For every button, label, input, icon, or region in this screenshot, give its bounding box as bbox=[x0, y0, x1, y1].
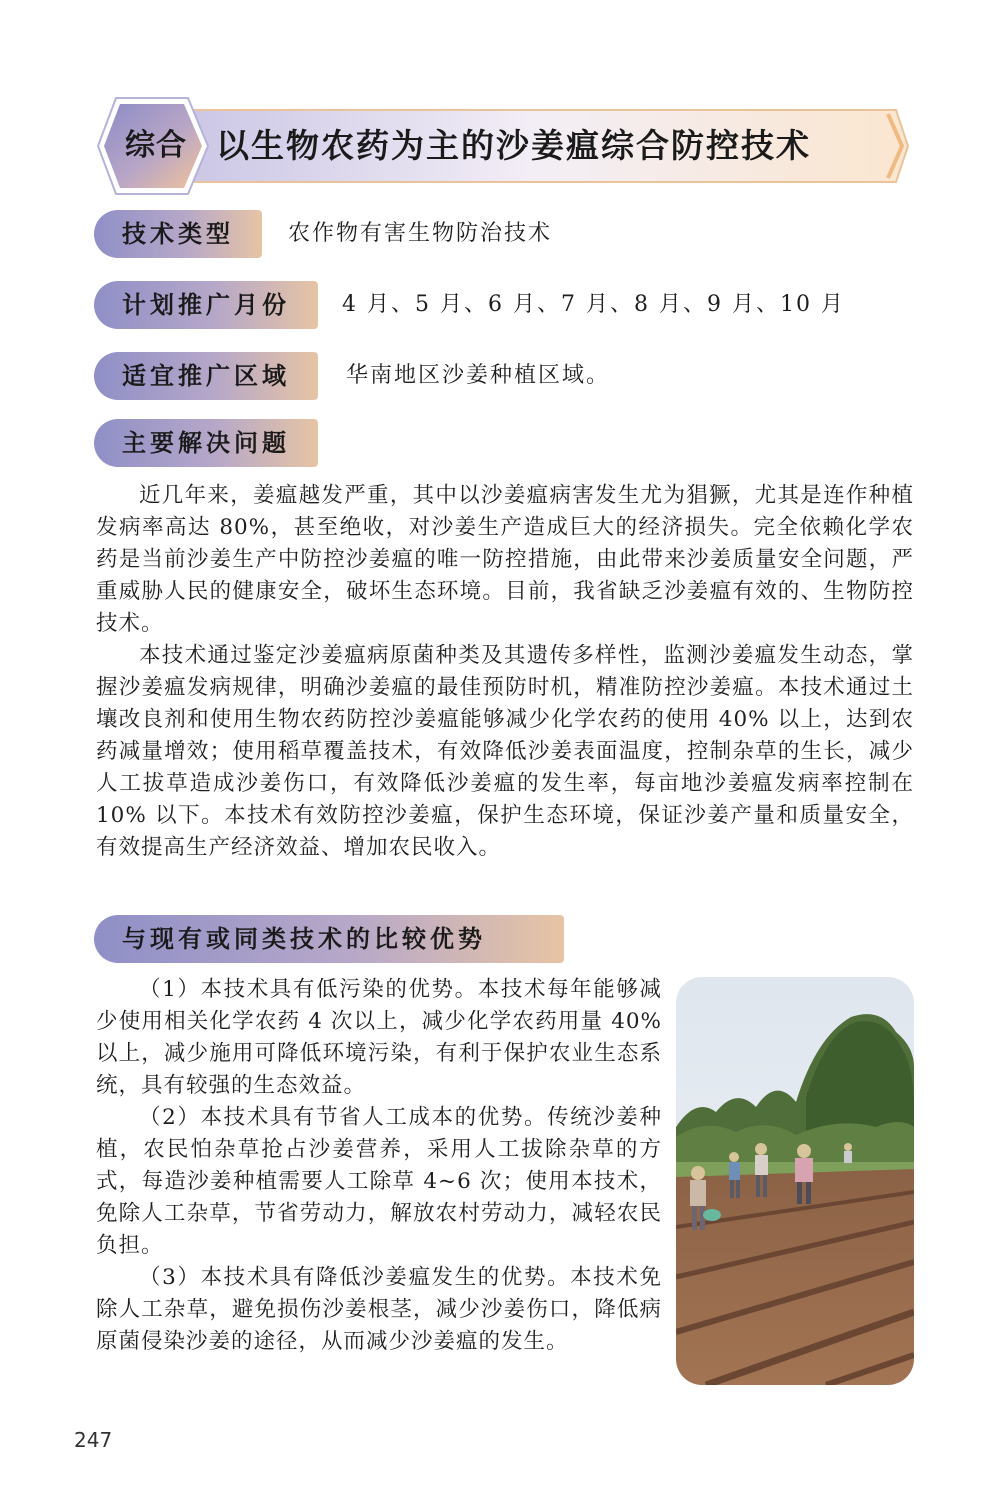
tech-type-label: 技术类型 bbox=[94, 210, 262, 258]
advantage-paragraph-2: （2）本技术具有节省人工成本的优势。传统沙姜种植，农民怕杂草抢占沙姜营养，采用人工拔除杂草的方式，每造沙姜种植需要人工除草 4~6 次；使用本技术，免除人工杂草，节省劳动力，解放农村劳动力，减轻农民负担。 bbox=[96, 1105, 662, 1258]
field-photo-illustration bbox=[676, 977, 914, 1385]
advantages-text bbox=[96, 974, 662, 1358]
problems-paragraph-1: 近几年来，姜瘟越发严重，其中以沙姜瘟病害发生尤为猖獗，尤其是连作种植发病率高达 80%，甚至绝收，对沙姜生产造成巨大的经济损失。完全依赖化学农药是当前沙姜生产中防控沙姜瘟的唯一防控措施，由此带来沙姜质量安全问题，严重威胁人民的健康安全，破坏生态环境。目前，我省缺乏沙姜瘟有效的、生物防控技术。 bbox=[96, 483, 914, 636]
promotion-region-value: 华南地区沙姜种植区域。 bbox=[346, 363, 611, 388]
field-photo bbox=[676, 977, 914, 1385]
tech-type-value: 农作物有害生物防治技术 bbox=[288, 221, 553, 246]
problems-text bbox=[96, 480, 914, 864]
advantages-heading: 与现有或同类技术的比较优势 bbox=[94, 915, 564, 963]
problems-heading: 主要解决问题 bbox=[94, 419, 318, 467]
title-banner bbox=[96, 96, 912, 196]
page-number: 247 bbox=[74, 1428, 113, 1452]
promotion-months-label: 计划推广月份 bbox=[94, 281, 318, 329]
problems-paragraph-2: 本技术通过鉴定沙姜瘟病原菌种类及其遗传多样性，监测沙姜瘟发生动态，掌握沙姜瘟发病规律，明确沙姜瘟的最佳预防时机，精准防控沙姜瘟。本技术通过土壤改良剂和使用生物农药防控沙姜瘟能够减少化学农药的使用 40% 以上，达到农药减量增效；使用稻草覆盖技术，有效降低沙姜表面温度，控制杂草的生长，减少人工拔草造成沙姜伤口，有效降低沙姜瘟的发生率，每亩地沙姜瘟发病率控制在 10% 以下。本技术有效防控沙姜瘟，保护生态环境，保证沙姜产量和质量安全，有效提高生产经济效益、增加农民收入。 bbox=[96, 643, 914, 860]
advantage-paragraph-1: （1）本技术具有低污染的优势。本技术每年能够减少使用相关化学农药 4 次以上，减少化学农药用量 40% 以上，减少施用可降低环境污染，有利于保护农业生态系统，具有较强的生态效益。 bbox=[96, 977, 662, 1098]
promotion-region-label: 适宜推广区域 bbox=[94, 352, 318, 400]
promotion-months-value: 4 月、5 月、6 月、7 月、8 月、9 月、10 月 bbox=[342, 292, 845, 317]
advantage-paragraph-3: （3）本技术具有降低沙姜瘟发生的优势。本技术免除人工杂草，避免损伤沙姜根茎，减少沙姜伤口，降低病原菌侵染沙姜的途径，从而减少沙姜瘟的发生。 bbox=[96, 1265, 662, 1354]
title-tag: 综合 bbox=[125, 128, 187, 163]
page-title: 以生物农药为主的沙姜瘟综合防控技术 bbox=[216, 126, 811, 165]
